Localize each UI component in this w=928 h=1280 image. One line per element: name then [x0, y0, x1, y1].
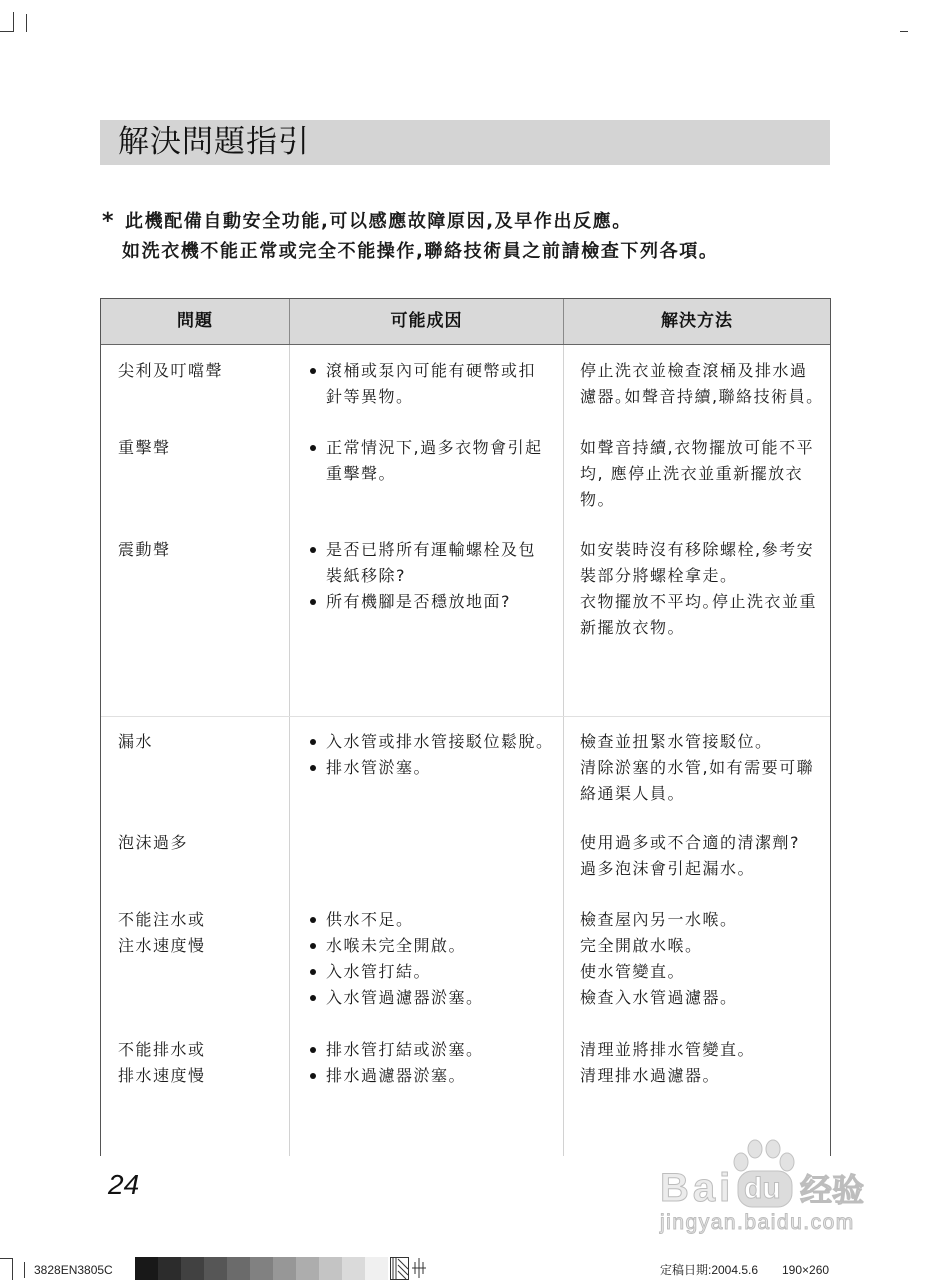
header-cause: 可能成因 [390, 311, 463, 331]
solution-text: 裝部分將螺栓拿走。 [580, 566, 730, 585]
header-problem: 問題 [177, 311, 213, 331]
cause-text: 滾桶或泵內可能有硬幣或扣 [326, 361, 537, 380]
watermark-brand-text: Bai [660, 1166, 735, 1210]
bullet-icon [310, 1047, 316, 1053]
cause-item [326, 1063, 476, 1089]
watermark-url: jingyan.baidu.com [660, 1211, 855, 1234]
cause-item [326, 907, 476, 933]
cause-item [326, 358, 536, 410]
solution-text: 清除淤塞的水管,如有需要可聯 [580, 758, 815, 777]
note-line: 此機配備自動安全功能,可以感應故障原因,及早作出反應。 [125, 211, 623, 232]
solution-text: 濾器。如聲音持續,聯絡技術員。 [580, 387, 816, 406]
problem-cell [118, 729, 153, 755]
solution-cell [580, 358, 816, 410]
crop-mark [0, 31, 14, 32]
color-swatch [135, 1257, 158, 1280]
solution-cell [580, 435, 814, 513]
column-divider [289, 345, 290, 1156]
bullet-icon [310, 739, 316, 745]
problem-cell [118, 435, 171, 461]
finalized-date: 定稿日期:2004.5.6 [660, 1263, 759, 1277]
cause-text: 入水管打結。 [326, 962, 424, 981]
cause-text: 入水管過濾器淤塞。 [326, 988, 476, 1007]
table-row [0, 435, 928, 509]
cause-text: 是否已將所有運輸螺栓及包 [326, 540, 537, 559]
bullet-icon [310, 1073, 316, 1079]
document-code: 3828EN3805C [34, 1263, 113, 1277]
solution-cell [580, 1037, 747, 1089]
solution-text: 均, 應停止洗衣並重新擺放衣 [580, 464, 804, 483]
registration-mark-icon [390, 1257, 412, 1280]
section-title-bar [100, 120, 830, 165]
column-divider [563, 299, 564, 344]
cause-item [326, 985, 476, 1011]
solution-text: 新擺放衣物。 [580, 618, 678, 637]
solution-text: 檢查並扭緊水管接駁位。 [580, 732, 765, 751]
solution-cell [580, 729, 814, 807]
cause-item [326, 933, 476, 959]
watermark-brand-text: du [744, 1172, 781, 1205]
color-swatch [296, 1257, 319, 1280]
page-number: 24 [108, 1169, 140, 1200]
cause-cell [326, 537, 536, 615]
crosshair-icon [412, 1258, 426, 1278]
cause-cell [326, 907, 476, 1011]
problem-cell [118, 1037, 206, 1089]
bullet-icon [310, 995, 316, 1001]
solution-text: 清理並將排水管變直。 [580, 1040, 748, 1059]
bullet-icon [310, 368, 316, 374]
cause-text: 針等異物。 [326, 387, 406, 406]
problem-text: 不能注水或 [118, 910, 206, 929]
table-row [0, 358, 928, 406]
problem-text: 不能排水或 [118, 1040, 206, 1059]
solution-text: 過多泡沫會引起漏水。 [580, 859, 748, 878]
bullet-icon [310, 765, 316, 771]
cause-item [326, 729, 546, 755]
cause-item [326, 435, 543, 487]
problem-text: 尖利及叮噹聲 [118, 361, 224, 380]
troubleshooting-table [100, 298, 831, 1156]
solution-text: 檢查屋內另一水喉。 [580, 910, 730, 929]
color-swatch [227, 1257, 250, 1280]
problem-cell [118, 907, 206, 959]
bullet-icon [310, 969, 316, 975]
cause-text: 排水管打結或淤塞。 [326, 1040, 476, 1059]
cause-text: 重擊聲。 [326, 464, 389, 483]
bullet-icon [310, 943, 316, 949]
solution-text: 完全開啟水喉。 [580, 936, 695, 955]
cause-text: 排水管淤塞。 [326, 758, 424, 777]
cause-text: 排水過濾器淤塞。 [326, 1066, 459, 1085]
cause-item [326, 1037, 476, 1063]
table-header [101, 299, 830, 345]
solution-text: 檢查入水管過濾器。 [580, 988, 730, 1007]
problem-text: 重擊聲 [118, 438, 171, 457]
cause-text: 所有機腳是否穩放地面? [326, 592, 511, 611]
problem-text: 排水速度慢 [118, 1066, 206, 1085]
solution-cell [580, 830, 800, 882]
problem-cell [118, 537, 171, 563]
column-divider [563, 345, 564, 1156]
page-title: 解決問題指引 [118, 124, 310, 160]
problem-text: 震動聲 [118, 540, 171, 559]
cause-cell [326, 435, 543, 487]
crop-mark [26, 14, 27, 32]
color-swatch [273, 1257, 296, 1280]
cause-text: 供水不足。 [326, 910, 406, 929]
solution-text: 衣物擺放不平均。停止洗衣並重 [580, 592, 818, 611]
grayscale-bar [135, 1257, 388, 1280]
solution-text: 如聲音持續,衣物擺放可能不平 [580, 438, 815, 457]
table-row [0, 1037, 928, 1085]
cause-text: 正常情況下,過多衣物會引起 [326, 438, 543, 457]
color-swatch [158, 1257, 181, 1280]
color-swatch [250, 1257, 273, 1280]
header-solution: 解決方法 [661, 311, 733, 331]
bullet-icon [310, 547, 316, 553]
color-swatch [204, 1257, 227, 1280]
crop-mark [900, 31, 908, 32]
note-marker: * [102, 209, 114, 234]
color-swatch [342, 1257, 365, 1280]
color-swatch [319, 1257, 342, 1280]
cause-cell [326, 1037, 476, 1089]
solution-cell [580, 907, 730, 1011]
bullet-icon [310, 599, 316, 605]
problem-text: 注水速度慢 [118, 936, 206, 955]
table-row [0, 907, 928, 1007]
crop-mark [12, 1258, 13, 1280]
problem-text: 泡沫過多 [118, 833, 189, 852]
row-separator [101, 716, 830, 717]
solution-text: 如安裝時沒有移除螺栓,參考安 [580, 540, 815, 559]
table-row [0, 537, 928, 637]
problem-text: 漏水 [118, 732, 154, 751]
color-swatch [181, 1257, 204, 1280]
bullet-icon [310, 445, 316, 451]
cause-cell [326, 729, 546, 781]
problem-cell [118, 830, 188, 856]
solution-text: 使水管變直。 [580, 962, 678, 981]
page-size: 190×260 [782, 1263, 830, 1277]
solution-text: 清理排水過濾器。 [580, 1066, 713, 1085]
column-divider [289, 299, 290, 344]
color-swatch [365, 1257, 388, 1280]
cause-text: 水喉未完全開啟。 [326, 936, 459, 955]
cause-cell [326, 358, 536, 410]
cause-item [326, 589, 536, 615]
solution-cell [580, 537, 817, 641]
solution-text: 絡通渠人員。 [580, 784, 678, 803]
problem-cell [118, 358, 223, 384]
crop-mark [0, 1258, 12, 1259]
solution-text: 物。 [580, 490, 608, 509]
solution-text: 使用過多或不合適的清潔劑? [580, 833, 800, 852]
solution-text: 停止洗衣並檢查滾桶及排水過 [580, 361, 808, 380]
cause-text: 入水管或排水管接駁位鬆脫。 [326, 732, 546, 751]
cause-item [326, 959, 476, 985]
watermark-brand-text: 经验 [800, 1172, 865, 1208]
table-row [0, 830, 928, 878]
table-row [0, 729, 928, 803]
bullet-icon [310, 917, 316, 923]
crop-mark [13, 12, 14, 32]
cause-item [326, 537, 536, 589]
cause-text: 裝紙移除? [326, 566, 406, 585]
cause-item [326, 755, 546, 781]
crop-mark [24, 1262, 25, 1278]
note-line: 如洗衣機不能正常或完全不能操作,聯絡技術員之前請檢查下列各項。 [122, 241, 710, 262]
